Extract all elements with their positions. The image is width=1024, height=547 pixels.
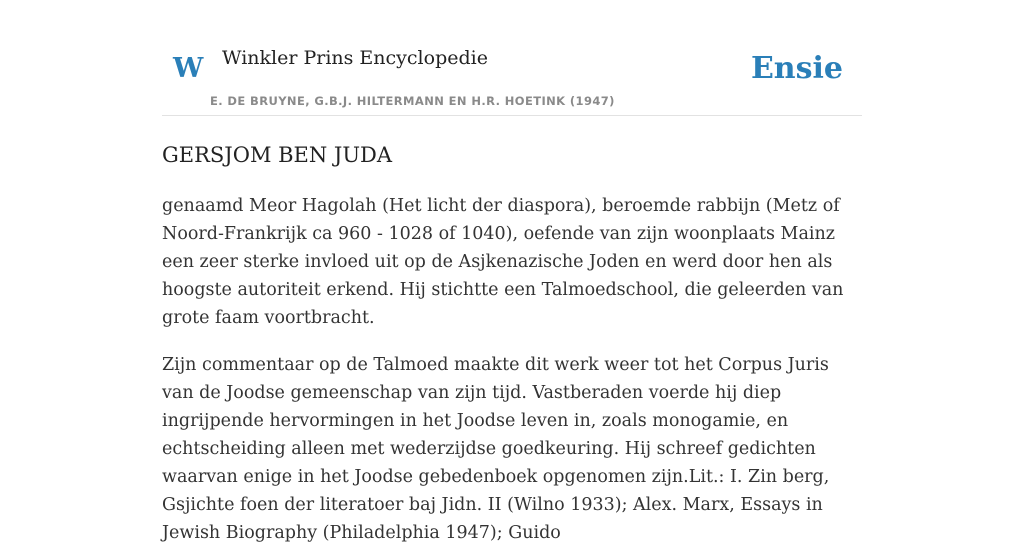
winkler-prins-logo[interactable]: W	[173, 53, 204, 84]
encyclopedia-page	[162, 0, 862, 543]
publication-title[interactable]: Winkler Prins Encyclopedie	[222, 47, 488, 69]
article-paragraph-2: Zijn commentaar op de Talmoed maakte dit werk weer tot het Corpus Juris van de Joodse gemeenschap van zijn tijd. Vastberaden voerde hij diep ingrijpende hervormingen in het Joodse leven in, zoals monogamie, en echtscheiding alleen met wederzijdse goedkeuring. Hij schreef gedichten waarvan enige in het Joodse gebedenboek opgenomen zijn.Lit.: I. Zin berg, Gsjichte foen der literatoer baj Jidn. II (Wilno 1933); Alex. Marx, Essays in Jewish Biography (Philadelphia 1947); Guido	[162, 355, 830, 543]
article-paragraph-1: genaamd Meor Hagolah (Het licht der diaspora), beroemde rabbijn (Metz of Noord-Frankrijk ca 960 - 1028 of 1040), oefende van zijn woonplaats Mainz een zeer sterke invloed uit op de Asjkenazische Joden en werd door hen als hoogste autoriteit erkend. Hij stichtte een Talmoedschool, die geleerden van grote faam voortbracht.	[162, 196, 844, 328]
article-title: GERSJOM BEN JUDA	[162, 143, 393, 167]
publication-header	[162, 0, 862, 116]
publication-authors: E. DE BRUYNE, G.B.J. HILTERMANN EN H.R. HOETINK (1947)	[210, 94, 615, 108]
ensie-logo[interactable]: Ensie	[750, 51, 843, 86]
